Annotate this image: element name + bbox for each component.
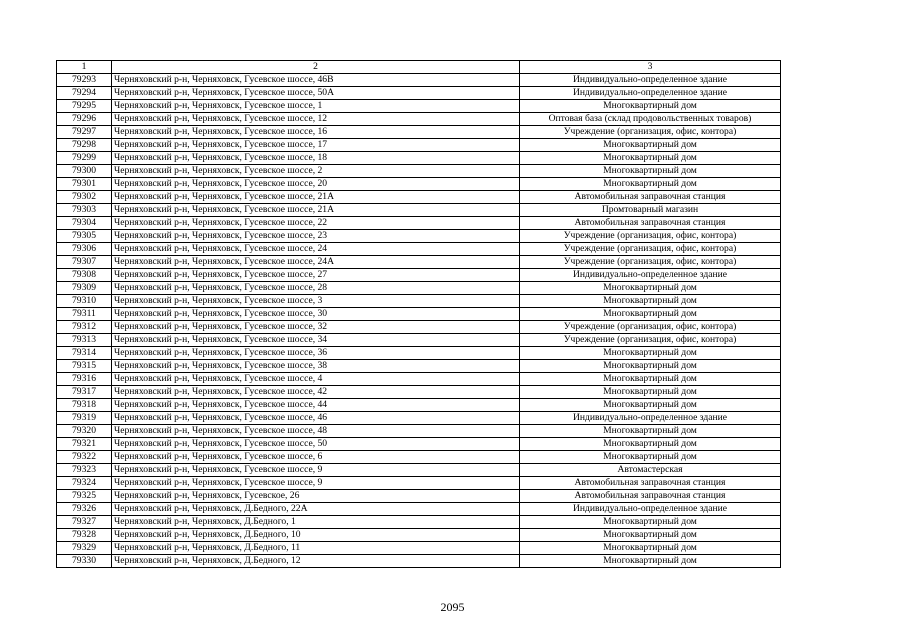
row-id-cell: 79315	[57, 360, 112, 373]
row-id-cell: 79299	[57, 152, 112, 165]
row-id-cell: 79323	[57, 464, 112, 477]
row-id-cell: 79301	[57, 178, 112, 191]
row-type-cell: Многоквартирный дом	[520, 282, 781, 295]
row-type-cell: Индивидуально-определенное здание	[520, 503, 781, 516]
row-id-cell: 79321	[57, 438, 112, 451]
table-row	[57, 412, 781, 425]
property-table-body	[57, 61, 781, 568]
row-id-cell: 79318	[57, 399, 112, 412]
row-address-cell: Черняховский р-н, Черняховск, Гусевское шоссе, 23	[112, 230, 520, 243]
table-row	[57, 113, 781, 126]
row-address-cell: Черняховский р-н, Черняховск, Гусевское шоссе, 36	[112, 347, 520, 360]
table-row	[57, 178, 781, 191]
table-row	[57, 191, 781, 204]
row-type-cell: Индивидуально-определенное здание	[520, 412, 781, 425]
row-type-cell: Многоквартирный дом	[520, 399, 781, 412]
row-type-cell: Многоквартирный дом	[520, 139, 781, 152]
row-id-cell: 79294	[57, 87, 112, 100]
row-type-cell: Многоквартирный дом	[520, 529, 781, 542]
table-row	[57, 269, 781, 282]
row-id-cell: 79311	[57, 308, 112, 321]
row-address-cell: Черняховский р-н, Черняховск, Гусевское шоссе, 38	[112, 360, 520, 373]
header-cell-1: 1	[57, 61, 112, 74]
row-type-cell: Индивидуально-определенное здание	[520, 269, 781, 282]
row-type-cell: Оптовая база (склад продовольственных товаров)	[520, 113, 781, 126]
table-row	[57, 425, 781, 438]
table-row	[57, 464, 781, 477]
row-type-cell: Учреждение (организация, офис, контора)	[520, 321, 781, 334]
row-id-cell: 79295	[57, 100, 112, 113]
row-type-cell: Многоквартирный дом	[520, 152, 781, 165]
row-type-cell: Многоквартирный дом	[520, 555, 781, 568]
row-id-cell: 79316	[57, 373, 112, 386]
table-header-row	[57, 61, 781, 74]
row-address-cell: Черняховский р-н, Черняховск, Гусевское шоссе, 16	[112, 126, 520, 139]
row-type-cell: Учреждение (организация, офис, контора)	[520, 230, 781, 243]
row-address-cell: Черняховский р-н, Черняховск, Гусевское шоссе, 9	[112, 477, 520, 490]
row-address-cell: Черняховский р-н, Черняховск, Гусевское шоссе, 30	[112, 308, 520, 321]
row-type-cell: Многоквартирный дом	[520, 542, 781, 555]
row-type-cell: Многоквартирный дом	[520, 100, 781, 113]
row-address-cell: Черняховский р-н, Черняховск, Д.Бедного, 12	[112, 555, 520, 568]
row-id-cell: 79304	[57, 217, 112, 230]
row-type-cell: Многоквартирный дом	[520, 373, 781, 386]
row-address-cell: Черняховский р-н, Черняховск, Гусевское шоссе, 4	[112, 373, 520, 386]
row-address-cell: Черняховский р-н, Черняховск, Гусевское шоссе, 9	[112, 464, 520, 477]
row-id-cell: 79310	[57, 295, 112, 308]
row-type-cell: Учреждение (организация, офис, контора)	[520, 126, 781, 139]
table-row	[57, 74, 781, 87]
table-row	[57, 360, 781, 373]
table-row	[57, 308, 781, 321]
table-row	[57, 386, 781, 399]
row-id-cell: 79300	[57, 165, 112, 178]
row-id-cell: 79303	[57, 204, 112, 217]
row-address-cell: Черняховский р-н, Черняховск, Гусевское шоссе, 3	[112, 295, 520, 308]
row-address-cell: Черняховский р-н, Черняховск, Д.Бедного, 10	[112, 529, 520, 542]
row-address-cell: Черняховский р-н, Черняховск, Гусевское шоссе, 32	[112, 321, 520, 334]
row-type-cell: Автомобильная заправочная станция	[520, 477, 781, 490]
row-address-cell: Черняховский р-н, Черняховск, Д.Бедного, 1	[112, 516, 520, 529]
row-type-cell: Промтоварный магазин	[520, 204, 781, 217]
row-id-cell: 79312	[57, 321, 112, 334]
row-address-cell: Черняховский р-н, Черняховск, Гусевское шоссе, 22	[112, 217, 520, 230]
row-type-cell: Учреждение (организация, офис, контора)	[520, 334, 781, 347]
table-row	[57, 373, 781, 386]
row-id-cell: 79308	[57, 269, 112, 282]
table-row	[57, 451, 781, 464]
row-id-cell: 79297	[57, 126, 112, 139]
row-address-cell: Черняховский р-н, Черняховск, Гусевское шоссе, 46	[112, 412, 520, 425]
row-id-cell: 79314	[57, 347, 112, 360]
row-address-cell: Черняховский р-н, Черняховск, Д.Бедного, 11	[112, 542, 520, 555]
row-address-cell: Черняховский р-н, Черняховск, Гусевское шоссе, 44	[112, 399, 520, 412]
row-address-cell: Черняховский р-н, Черняховск, Гусевское, 26	[112, 490, 520, 503]
page-number: 2095	[440, 600, 465, 614]
table-row	[57, 399, 781, 412]
row-id-cell: 79317	[57, 386, 112, 399]
table-row	[57, 87, 781, 100]
row-address-cell: Черняховский р-н, Черняховск, Гусевское шоссе, 28	[112, 282, 520, 295]
row-id-cell: 79309	[57, 282, 112, 295]
row-address-cell: Черняховский р-н, Черняховск, Гусевское шоссе, 17	[112, 139, 520, 152]
row-id-cell: 79330	[57, 555, 112, 568]
row-type-cell: Многоквартирный дом	[520, 178, 781, 191]
row-address-cell: Черняховский р-н, Черняховск, Гусевское шоссе, 24	[112, 243, 520, 256]
table-row	[57, 126, 781, 139]
row-type-cell: Автомобильная заправочная станция	[520, 217, 781, 230]
row-address-cell: Черняховский р-н, Черняховск, Гусевское шоссе, 34	[112, 334, 520, 347]
row-address-cell: Черняховский р-н, Черняховск, Гусевское шоссе, 46В	[112, 74, 520, 87]
row-id-cell: 79298	[57, 139, 112, 152]
table-row	[57, 334, 781, 347]
table-row	[57, 529, 781, 542]
row-address-cell: Черняховский р-н, Черняховск, Гусевское шоссе, 2	[112, 165, 520, 178]
table-row	[57, 321, 781, 334]
row-address-cell: Черняховский р-н, Черняховск, Гусевское шоссе, 50	[112, 438, 520, 451]
table-row	[57, 503, 781, 516]
row-id-cell: 79293	[57, 74, 112, 87]
row-id-cell: 79328	[57, 529, 112, 542]
row-address-cell: Черняховский р-н, Черняховск, Гусевское шоссе, 50А	[112, 87, 520, 100]
table-row	[57, 295, 781, 308]
row-address-cell: Черняховский р-н, Черняховск, Гусевское шоссе, 48	[112, 425, 520, 438]
row-address-cell: Черняховский р-н, Черняховск, Гусевское шоссе, 20	[112, 178, 520, 191]
table-row	[57, 217, 781, 230]
row-type-cell: Индивидуально-определенное здание	[520, 74, 781, 87]
property-table	[56, 60, 781, 568]
table-row	[57, 204, 781, 217]
row-address-cell: Черняховский р-н, Черняховск, Д.Бедного, 22А	[112, 503, 520, 516]
row-address-cell: Черняховский р-н, Черняховск, Гусевское шоссе, 42	[112, 386, 520, 399]
table-row	[57, 477, 781, 490]
header-cell-2: 2	[112, 61, 520, 74]
table-row	[57, 243, 781, 256]
row-type-cell: Многоквартирный дом	[520, 360, 781, 373]
row-id-cell: 79327	[57, 516, 112, 529]
row-id-cell: 79313	[57, 334, 112, 347]
row-id-cell: 79329	[57, 542, 112, 555]
row-id-cell: 79325	[57, 490, 112, 503]
row-id-cell: 79320	[57, 425, 112, 438]
row-type-cell: Многоквартирный дом	[520, 308, 781, 321]
table-row	[57, 139, 781, 152]
row-type-cell: Автомобильная заправочная станция	[520, 490, 781, 503]
row-type-cell: Автомобильная заправочная станция	[520, 191, 781, 204]
row-type-cell: Учреждение (организация, офис, контора)	[520, 243, 781, 256]
table-row	[57, 542, 781, 555]
row-id-cell: 79302	[57, 191, 112, 204]
row-id-cell: 79326	[57, 503, 112, 516]
table-row	[57, 516, 781, 529]
row-type-cell: Многоквартирный дом	[520, 386, 781, 399]
table-row	[57, 347, 781, 360]
table-row	[57, 230, 781, 243]
table-row	[57, 438, 781, 451]
header-cell-3: 3	[520, 61, 781, 74]
row-type-cell: Многоквартирный дом	[520, 451, 781, 464]
row-address-cell: Черняховский р-н, Черняховск, Гусевское шоссе, 1	[112, 100, 520, 113]
row-type-cell: Учреждение (организация, офис, контора)	[520, 256, 781, 269]
row-address-cell: Черняховский р-н, Черняховск, Гусевское шоссе, 6	[112, 451, 520, 464]
row-address-cell: Черняховский р-н, Черняховск, Гусевское шоссе, 21А	[112, 191, 520, 204]
row-type-cell: Многоквартирный дом	[520, 165, 781, 178]
table-row	[57, 165, 781, 178]
row-id-cell: 79319	[57, 412, 112, 425]
row-type-cell: Многоквартирный дом	[520, 425, 781, 438]
row-address-cell: Черняховский р-н, Черняховск, Гусевское шоссе, 27	[112, 269, 520, 282]
row-address-cell: Черняховский р-н, Черняховск, Гусевское шоссе, 24А	[112, 256, 520, 269]
table-row	[57, 555, 781, 568]
row-address-cell: Черняховский р-н, Черняховск, Гусевское шоссе, 21А	[112, 204, 520, 217]
row-id-cell: 79305	[57, 230, 112, 243]
row-id-cell: 79322	[57, 451, 112, 464]
table-row	[57, 490, 781, 503]
row-id-cell: 79307	[57, 256, 112, 269]
row-type-cell: Многоквартирный дом	[520, 438, 781, 451]
row-type-cell: Многоквартирный дом	[520, 516, 781, 529]
row-id-cell: 79306	[57, 243, 112, 256]
row-address-cell: Черняховский р-н, Черняховск, Гусевское шоссе, 12	[112, 113, 520, 126]
table-row	[57, 100, 781, 113]
row-id-cell: 79296	[57, 113, 112, 126]
row-type-cell: Многоквартирный дом	[520, 295, 781, 308]
table-row	[57, 152, 781, 165]
table-row	[57, 256, 781, 269]
row-type-cell: Многоквартирный дом	[520, 347, 781, 360]
row-type-cell: Индивидуально-определенное здание	[520, 87, 781, 100]
row-id-cell: 79324	[57, 477, 112, 490]
row-address-cell: Черняховский р-н, Черняховск, Гусевское шоссе, 18	[112, 152, 520, 165]
row-type-cell: Автомастерская	[520, 464, 781, 477]
table-row	[57, 282, 781, 295]
